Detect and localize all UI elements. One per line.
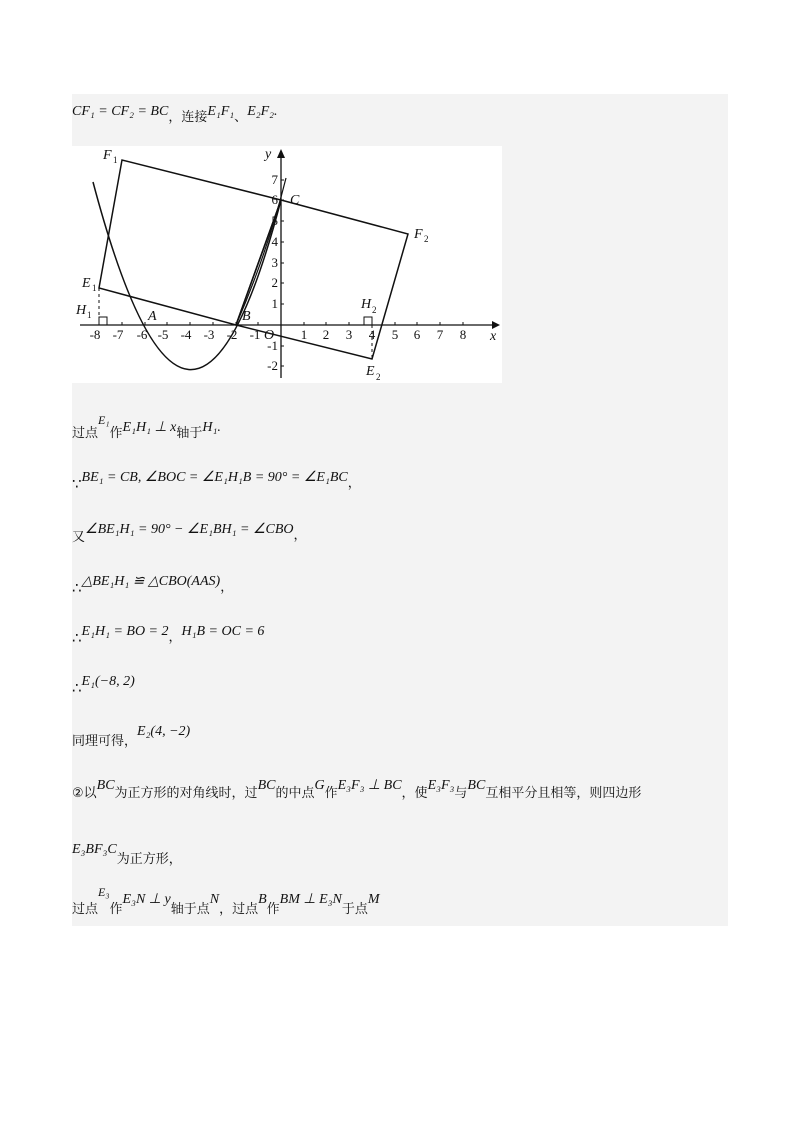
text: 作 [266, 902, 280, 917]
text: 又 [72, 530, 86, 545]
math-e3f3: E₃F₃ [427, 778, 455, 793]
text: 作 [109, 902, 123, 917]
label-h1-sub: 1 [87, 310, 92, 320]
figure-svg [72, 146, 502, 383]
math-h1b-length: H₁B = OC = 6 [181, 624, 265, 639]
y-tick-label: 2 [271, 275, 278, 290]
line-through-e3 [72, 885, 380, 917]
text: ，过点 [219, 902, 259, 917]
label-h2: H [361, 297, 372, 312]
text: 于点 [341, 902, 368, 917]
math-m: M [367, 892, 380, 907]
text: ， [220, 580, 234, 595]
math-e3n-perp: E₃N ⊥ y [122, 892, 171, 907]
origin-label: O [264, 328, 275, 343]
line-intro [72, 100, 278, 125]
right-angle-h2 [364, 317, 372, 325]
x-tick-label: -3 [203, 327, 215, 342]
x-tick-label: -5 [157, 327, 169, 342]
line-because [72, 466, 361, 493]
x-tick-label: -4 [180, 327, 192, 342]
right-angle-h1 [99, 317, 107, 325]
label-c: C [290, 193, 300, 208]
y-tick-label: 5 [271, 213, 278, 228]
y-tick-label: 6 [271, 192, 278, 207]
line-through-e1 [72, 413, 221, 441]
math-e3f3-perp: E₃F₃ ⊥ BC [337, 778, 402, 793]
text: 的中点 [275, 786, 315, 801]
math-e3bf3c: E₃BF₃C [72, 842, 117, 857]
therefore-symbol: ∴ [72, 629, 82, 647]
x-tick-label: 5 [391, 327, 399, 342]
math-e1h1-perp: E₁H₁ ⊥ x [122, 420, 177, 435]
math-h1: H₁. [202, 420, 221, 435]
text: 轴于点 [170, 902, 210, 917]
label-e1-sub: 1 [92, 283, 97, 293]
line-square [72, 838, 182, 867]
label-f1-sub: 1 [113, 155, 118, 165]
square-cbe1f1 [99, 160, 281, 325]
x-tick-label: -8 [89, 327, 101, 342]
text: 与 [454, 786, 468, 801]
text: ②以 [72, 786, 97, 801]
text: 作 [109, 426, 123, 441]
math-e1: E₁ [98, 413, 110, 427]
x-tick-label: 3 [345, 327, 353, 342]
label-e2: E [366, 364, 375, 379]
text: 过点 [72, 426, 99, 441]
text: 作 [324, 786, 338, 801]
x-tick-label: 6 [413, 327, 421, 342]
text: 同理可得， [72, 734, 138, 749]
line-lengths [72, 620, 265, 647]
x-tick-label: -1 [249, 327, 261, 342]
text: 过点 [72, 902, 99, 917]
text: ， [293, 528, 307, 543]
text: 轴于 [176, 426, 203, 441]
math-e1h1-length: E₁H₁ = BO = 2 [81, 624, 169, 639]
label-e1: E [82, 276, 91, 291]
math-e2f2: E₂F₂. [247, 104, 278, 119]
label-a: A [148, 309, 157, 324]
label-f1: F [103, 148, 112, 163]
label-h1: H [76, 303, 87, 318]
line-e2-coord [72, 720, 191, 749]
label-f2-sub: 2 [424, 234, 429, 244]
math-n: N [209, 892, 220, 907]
x-arrow-icon [492, 321, 500, 329]
text: 互相平分且相等，则四边形 [485, 786, 642, 801]
line-also [72, 518, 307, 545]
y-arrow-icon [277, 149, 285, 158]
text: ， [168, 630, 182, 645]
y-tick-label: 3 [271, 255, 278, 270]
text-sep: 、 [234, 110, 248, 125]
text: 为正方形， [116, 852, 182, 867]
label-f2: F [414, 227, 423, 242]
therefore-symbol: ∴ [72, 679, 82, 697]
math-e1f1: E₁F₁ [207, 104, 235, 119]
solution-panel [72, 94, 728, 926]
math-bc: BC [257, 778, 276, 793]
x-tick-label: 2 [322, 327, 330, 342]
math-angle-eq: ∠BE₁H₁ = 90° − ∠E₁BH₁ = ∠CBO [85, 522, 294, 537]
because-symbol: ∵ [72, 475, 82, 493]
math-bm-perp: BM ⊥ E₃N [279, 892, 342, 907]
coordinate-figure [72, 146, 502, 383]
text-connect: ，连接 [168, 110, 208, 125]
label-e2-sub: 2 [376, 372, 381, 382]
y-tick-label: 1 [271, 296, 278, 311]
math-e3: E₃ [98, 885, 110, 899]
math-e2-coordinate: E₂(4, −2) [137, 724, 191, 739]
x-tick-label: 7 [436, 327, 444, 342]
line-case-two [72, 774, 642, 801]
label-h2-sub: 2 [372, 305, 377, 315]
line-e1-coord [72, 670, 135, 697]
math-angles: BE₁ = CB, ∠BOC = ∠E₁H₁B = 90° = ∠E₁BC [81, 470, 348, 485]
text: 为正方形的对角线时，过 [114, 786, 258, 801]
x-axis-label: x [490, 329, 497, 344]
math-bc: BC [96, 778, 115, 793]
y-axis-label: y [265, 147, 272, 162]
x-tick-label: 1 [300, 327, 308, 342]
x-tick-label: -2 [226, 327, 238, 342]
y-tick-label: 7 [271, 172, 278, 187]
x-tick-label: 4 [368, 327, 376, 342]
text: ， [347, 476, 361, 491]
x-tick-label: -6 [136, 327, 148, 342]
line-congruent [72, 570, 234, 597]
therefore-symbol: ∴ [72, 579, 82, 597]
x-tick-label: -7 [112, 327, 124, 342]
math-g: G [314, 778, 325, 793]
math-cf-equal: CF₁ = CF₂ = BC [72, 104, 169, 119]
y-tick-label: 4 [271, 234, 278, 249]
math-congruence: △BE₁H₁ ≌ △CBO(AAS) [81, 574, 221, 589]
x-tick-label: 8 [459, 327, 467, 342]
label-b: B [242, 309, 251, 324]
math-bc: BC [467, 778, 486, 793]
y-tick-label: -2 [267, 358, 278, 373]
math-e1-coordinate: E₁(−8, 2) [81, 674, 135, 689]
y-tick-label: -1 [267, 338, 278, 353]
math-b: B [258, 892, 267, 907]
text: ，使 [401, 786, 428, 801]
